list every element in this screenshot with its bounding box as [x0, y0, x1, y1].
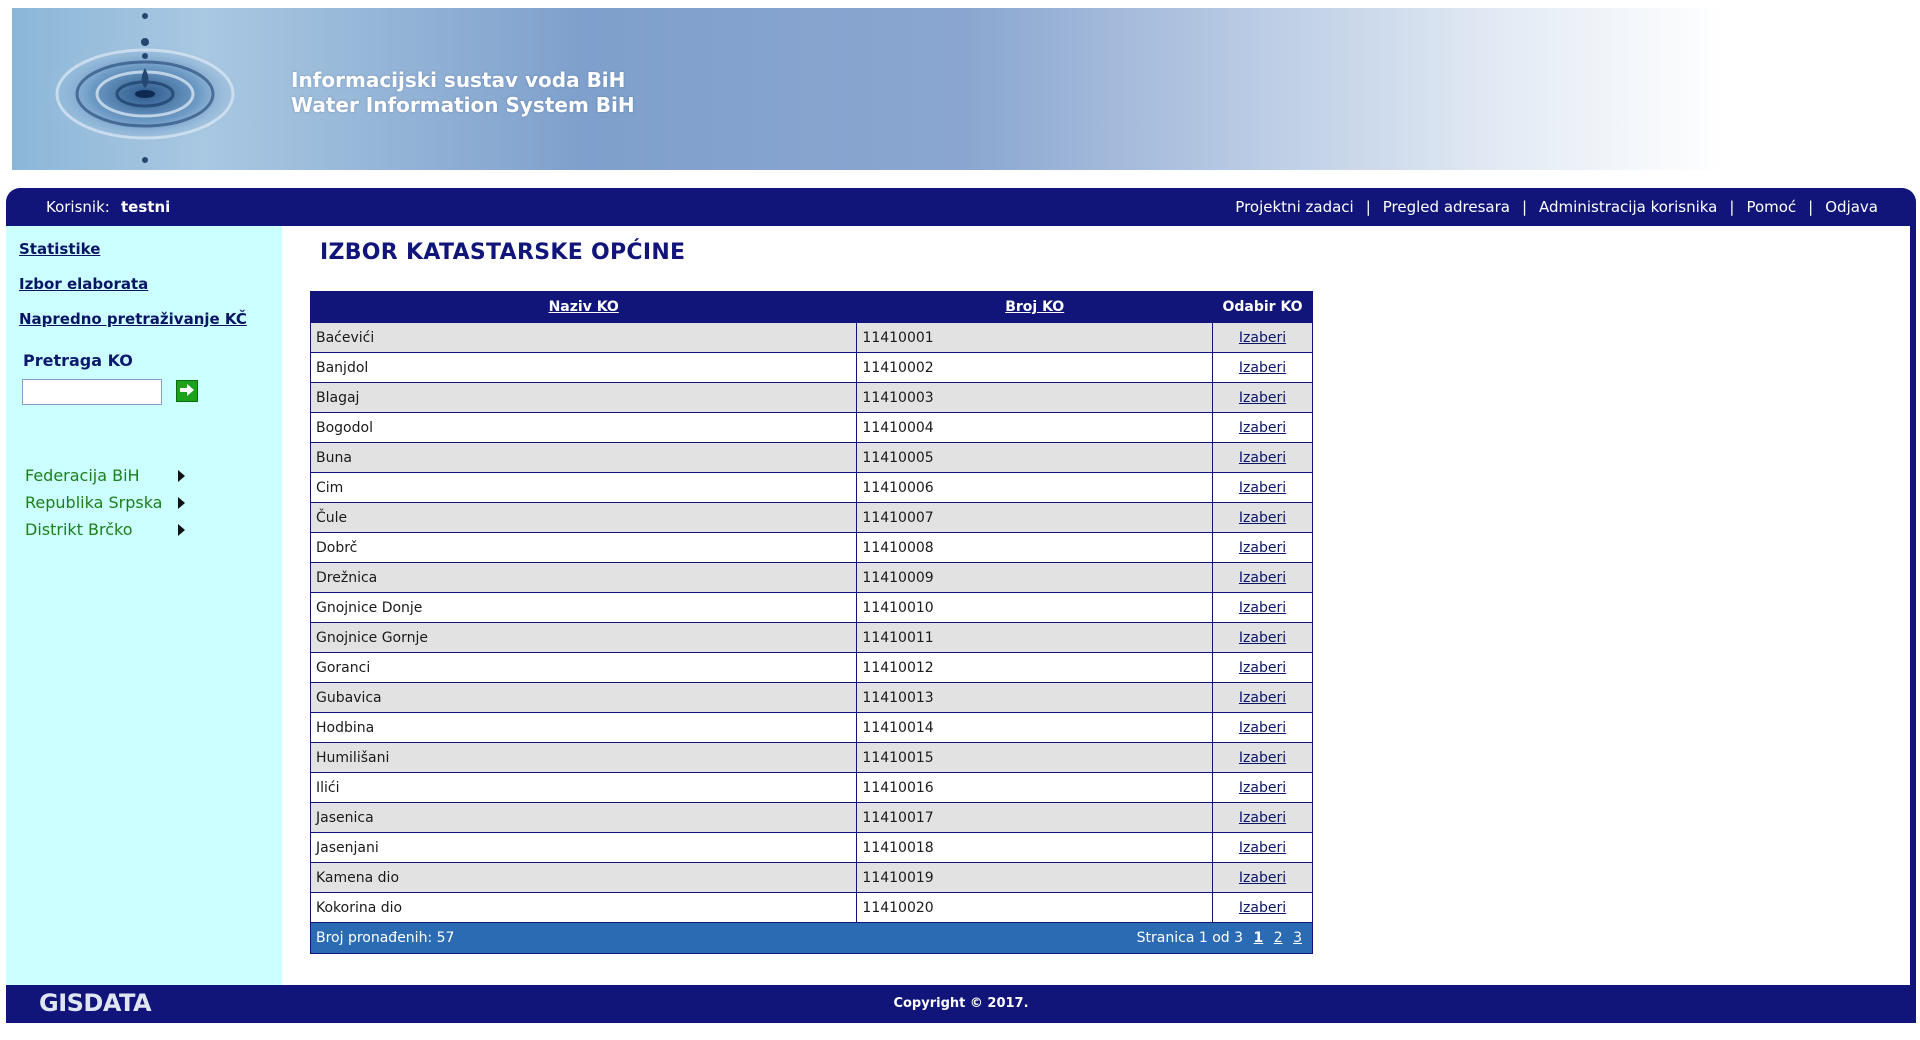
page-link-2[interactable]: 2: [1273, 930, 1283, 946]
cell-naziv-ko: Bogodol: [311, 413, 857, 443]
page-link-1[interactable]: 1: [1253, 930, 1264, 946]
nav-separator: |: [1521, 198, 1528, 216]
nav-pomoc[interactable]: Pomoć: [1746, 198, 1797, 216]
cell-naziv-ko: Čule: [311, 503, 857, 533]
cell-naziv-ko: Hodbina: [311, 713, 857, 743]
cell-broj-ko: 11410008: [857, 533, 1213, 563]
table-footer: [311, 923, 1313, 954]
sidebar-link-napredno-pretrazivanje[interactable]: Napredno pretraživanje KČ: [19, 310, 247, 328]
cell-odabir-ko: [1213, 323, 1313, 353]
copyright: Copyright © 2017.: [893, 996, 1029, 1011]
table-footer-row: [311, 923, 1313, 954]
cell-broj-ko: 11410003: [857, 383, 1213, 413]
cell-naziv-ko: Dobrč: [311, 533, 857, 563]
izaberi-link[interactable]: Izaberi: [1238, 809, 1287, 826]
cell-broj-ko: 11410016: [857, 773, 1213, 803]
cell-naziv-ko: Baćevići: [311, 323, 857, 353]
izaberi-link[interactable]: Izaberi: [1238, 689, 1287, 706]
table-row: [311, 743, 1313, 773]
column-header-naziv-ko[interactable]: Naziv KO: [311, 292, 857, 323]
cell-naziv-ko: Banjdol: [311, 353, 857, 383]
cell-naziv-ko: Cim: [311, 473, 857, 503]
page-footer: [6, 985, 1916, 1023]
izaberi-link[interactable]: Izaberi: [1238, 389, 1287, 406]
cell-broj-ko: 11410017: [857, 803, 1213, 833]
cell-naziv-ko: Blagaj: [311, 383, 857, 413]
search-title: Pretraga KO: [23, 351, 133, 370]
table-body: [311, 323, 1313, 923]
izaberi-link[interactable]: Izaberi: [1238, 899, 1287, 916]
cell-broj-ko: 11410018: [857, 833, 1213, 863]
cell-broj-ko: 11410019: [857, 863, 1213, 893]
cell-broj-ko: 11410007: [857, 503, 1213, 533]
table-row: [311, 713, 1313, 743]
table-row: [311, 653, 1313, 683]
region-label: Federacija BiH: [25, 466, 140, 485]
sidebar-link-izbor-elaborata[interactable]: Izbor elaborata: [19, 275, 149, 293]
table-row: [311, 473, 1313, 503]
izaberi-link[interactable]: Izaberi: [1238, 509, 1287, 526]
triangle-right-icon: [178, 524, 185, 536]
triangle-right-icon: [178, 497, 185, 509]
table-row: [311, 353, 1313, 383]
cell-broj-ko: 11410006: [857, 473, 1213, 503]
search-go-button[interactable]: [176, 380, 198, 402]
water-drop-icon: [32, 8, 262, 170]
user-name: testni: [121, 198, 171, 216]
izaberi-link[interactable]: Izaberi: [1238, 479, 1287, 496]
header-banner: [12, 8, 1916, 170]
table-row: [311, 563, 1313, 593]
region-republika-srpska[interactable]: [25, 493, 185, 512]
user-label: Korisnik:: [46, 198, 110, 216]
izaberi-link[interactable]: Izaberi: [1238, 839, 1287, 856]
cell-naziv-ko: Jasenica: [311, 803, 857, 833]
cell-naziv-ko: Humilišani: [311, 743, 857, 773]
cell-odabir-ko: [1213, 803, 1313, 833]
cell-broj-ko: 11410001: [857, 323, 1213, 353]
arrow-right-icon: [179, 382, 195, 401]
cell-odabir-ko: [1213, 383, 1313, 413]
cell-odabir-ko: [1213, 743, 1313, 773]
cell-odabir-ko: [1213, 413, 1313, 443]
system-title-line2: Water Information System BiH: [291, 93, 635, 117]
table-row: [311, 443, 1313, 473]
cell-naziv-ko: Ilići: [311, 773, 857, 803]
izaberi-link[interactable]: Izaberi: [1238, 359, 1287, 376]
page-title: IZBOR KATASTARSKE OPĆINE: [320, 240, 686, 265]
cell-naziv-ko: Jasenjani: [311, 833, 857, 863]
table-row: [311, 683, 1313, 713]
region-label: Republika Srpska: [25, 493, 163, 512]
cell-odabir-ko: [1213, 893, 1313, 923]
column-header-odabir-ko: Odabir KO: [1213, 292, 1313, 323]
table-header-row: [311, 292, 1313, 323]
cell-broj-ko: 11410015: [857, 743, 1213, 773]
izaberi-link[interactable]: Izaberi: [1238, 419, 1287, 436]
cell-naziv-ko: Gubavica: [311, 683, 857, 713]
cell-odabir-ko: [1213, 713, 1313, 743]
izaberi-link[interactable]: Izaberi: [1238, 449, 1287, 466]
cell-odabir-ko: [1213, 533, 1313, 563]
nav-separator: |: [1808, 198, 1814, 216]
cell-broj-ko: 11410010: [857, 593, 1213, 623]
region-distrikt-brcko[interactable]: [25, 520, 185, 539]
table-row: [311, 863, 1313, 893]
izaberi-link[interactable]: Izaberi: [1238, 869, 1287, 886]
column-header-broj-ko[interactable]: Broj KO: [857, 292, 1213, 323]
table-row: [311, 593, 1313, 623]
cell-naziv-ko: Goranci: [311, 653, 857, 683]
cell-odabir-ko: [1213, 773, 1313, 803]
izaberi-link[interactable]: Izaberi: [1238, 659, 1287, 676]
cell-odabir-ko: [1213, 443, 1313, 473]
gisdata-logo: GISDATA: [39, 989, 152, 1017]
cell-broj-ko: 11410012: [857, 653, 1213, 683]
table-row: [311, 833, 1313, 863]
izaberi-link[interactable]: Izaberi: [1238, 599, 1287, 616]
top-nav: [1235, 198, 1878, 216]
cell-broj-ko: 11410014: [857, 713, 1213, 743]
result-count: Broj pronađenih: 57: [316, 930, 455, 946]
cell-broj-ko: 11410002: [857, 353, 1213, 383]
top-bar: [6, 188, 1916, 226]
sidebar: [6, 226, 282, 985]
cell-naziv-ko: Kamena dio: [311, 863, 857, 893]
sidebar-link-statistike[interactable]: Statistike: [19, 240, 101, 258]
ko-table: [310, 291, 1313, 954]
cell-odabir-ko: [1213, 863, 1313, 893]
cell-odabir-ko: [1213, 593, 1313, 623]
izaberi-link[interactable]: Izaberi: [1238, 629, 1287, 646]
cell-broj-ko: 11410020: [857, 893, 1213, 923]
izaberi-link[interactable]: Izaberi: [1238, 539, 1287, 556]
region-federacija-bih[interactable]: [25, 466, 185, 485]
nav-separator: |: [1729, 198, 1735, 216]
page-link-3[interactable]: 3: [1293, 930, 1302, 946]
cell-naziv-ko: Gnojnice Gornje: [311, 623, 857, 653]
table-row: [311, 773, 1313, 803]
system-title-line1: Informacijski sustav voda BiH: [291, 68, 626, 92]
table-row: [311, 623, 1313, 653]
table-row: [311, 893, 1313, 923]
izaberi-link[interactable]: Izaberi: [1238, 329, 1287, 346]
izaberi-link[interactable]: Izaberi: [1238, 719, 1287, 736]
cell-naziv-ko: Drežnica: [311, 563, 857, 593]
table-row: [311, 803, 1313, 833]
triangle-right-icon: [178, 470, 185, 482]
cell-broj-ko: 11410009: [857, 563, 1213, 593]
izaberi-link[interactable]: Izaberi: [1238, 749, 1287, 766]
system-title: [291, 68, 635, 118]
cell-broj-ko: 11410011: [857, 623, 1213, 653]
cell-broj-ko: 11410005: [857, 443, 1213, 473]
nav-administracija-korisnika[interactable]: Administracija korisnika: [1539, 198, 1718, 216]
pager: [1137, 930, 1312, 946]
izaberi-link[interactable]: Izaberi: [1238, 779, 1287, 796]
table-row: [311, 533, 1313, 563]
cell-odabir-ko: [1213, 353, 1313, 383]
table-row: [311, 413, 1313, 443]
izaberi-link[interactable]: Izaberi: [1238, 569, 1287, 586]
cell-naziv-ko: Gnojnice Donje: [311, 593, 857, 623]
search-ko-input[interactable]: [22, 379, 162, 405]
region-label: Distrikt Brčko: [25, 520, 133, 539]
table-row: [311, 383, 1313, 413]
cell-odabir-ko: [1213, 623, 1313, 653]
cell-naziv-ko: Kokorina dio: [311, 893, 857, 923]
cell-odabir-ko: [1213, 833, 1313, 863]
table-row: [311, 323, 1313, 353]
cell-broj-ko: 11410004: [857, 413, 1213, 443]
cell-odabir-ko: [1213, 563, 1313, 593]
cell-naziv-ko: Buna: [311, 443, 857, 473]
cell-odabir-ko: [1213, 653, 1313, 683]
pager-text: Stranica 1 od 3: [1136, 930, 1244, 946]
nav-separator: |: [1365, 198, 1371, 216]
cell-odabir-ko: [1213, 683, 1313, 713]
table-row: [311, 503, 1313, 533]
cell-odabir-ko: [1213, 473, 1313, 503]
cell-odabir-ko: [1213, 503, 1313, 533]
nav-projektni-zadaci[interactable]: Projektni zadaci: [1235, 198, 1354, 216]
cell-broj-ko: 11410013: [857, 683, 1213, 713]
nav-odjava[interactable]: Odjava: [1825, 198, 1878, 216]
nav-pregled-adresara[interactable]: Pregled adresara: [1382, 198, 1510, 216]
